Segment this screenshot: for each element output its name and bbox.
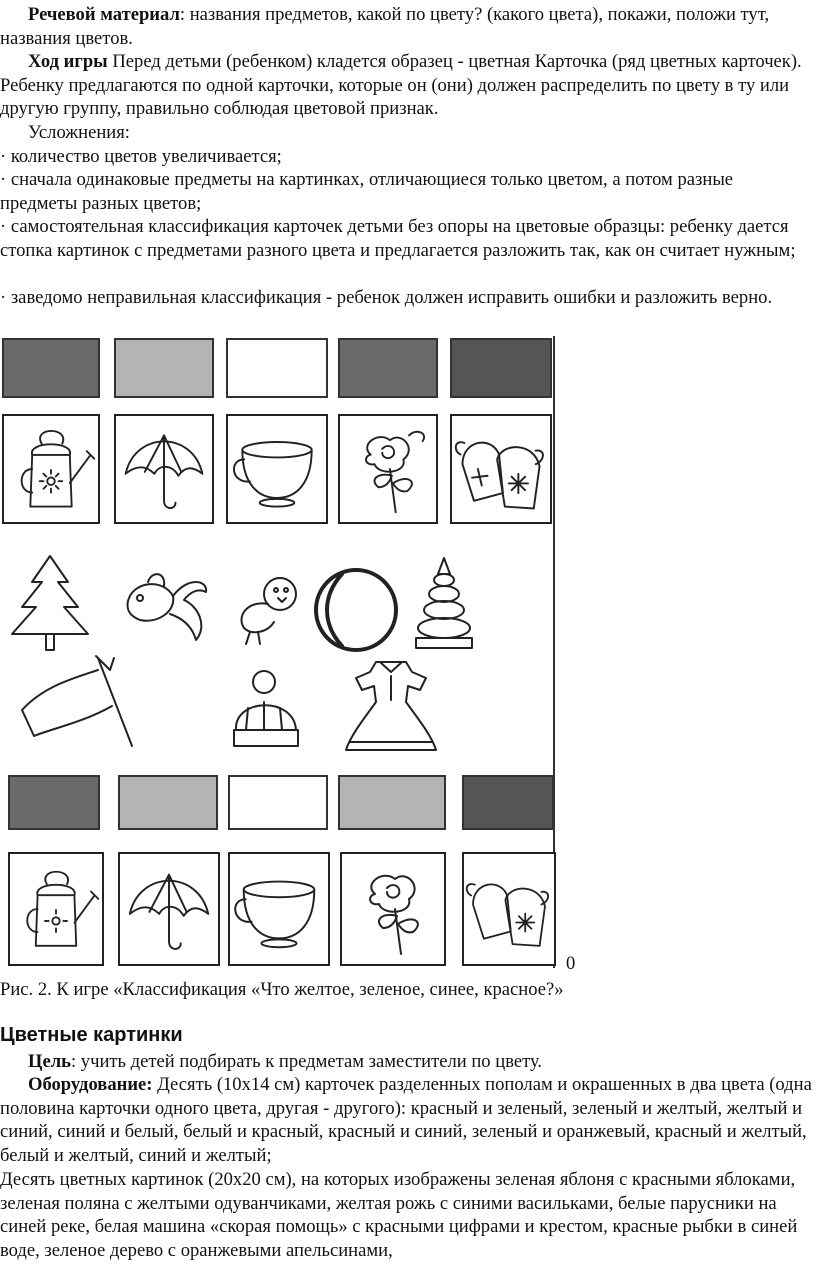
complications-title: Усложнения: bbox=[28, 122, 130, 143]
bullet-item: · заведомо неправильная классификация - ребенок должен исправить ошибки и разложить верно. bbox=[0, 287, 773, 308]
goal-paragraph bbox=[0, 1050, 812, 1074]
card-cup bbox=[226, 414, 328, 524]
card-umbrella bbox=[114, 414, 214, 524]
watering-can-icon bbox=[4, 416, 98, 522]
card-watering-can bbox=[8, 852, 104, 966]
section-title: Цветные картинки bbox=[0, 1024, 183, 1046]
figure-caption: Рис. 2. К игре «Классификация «Что желтое, зеленое, синее, красное?» bbox=[0, 979, 564, 1000]
goldfish-picture bbox=[118, 566, 213, 648]
color-swatch-dark bbox=[8, 775, 100, 830]
pyramid-toy-icon bbox=[410, 554, 478, 656]
umbrella-icon bbox=[120, 854, 218, 964]
speech-material-text: : названия предметов, какой по цвету? (какого цвета), покажи, положи тут, названия цветов. bbox=[0, 4, 770, 49]
rose-icon bbox=[342, 854, 444, 964]
card-mittens bbox=[450, 414, 552, 524]
card-rose bbox=[340, 852, 446, 966]
goal-text: : учить детей подбирать к предметам заместители по цвету. bbox=[70, 1051, 543, 1072]
goldfish-icon bbox=[118, 566, 213, 648]
chick-icon bbox=[228, 570, 306, 648]
card-cup bbox=[228, 852, 330, 966]
dress-picture bbox=[336, 656, 446, 756]
card-watering-can bbox=[2, 414, 100, 524]
color-swatch-dark bbox=[338, 338, 438, 398]
dress-icon bbox=[336, 656, 446, 756]
color-swatch-light bbox=[118, 775, 218, 830]
color-swatch-light bbox=[338, 775, 446, 830]
flag-icon bbox=[14, 650, 138, 750]
game-course-paragraph bbox=[0, 50, 812, 121]
card-mittens bbox=[462, 852, 556, 966]
fir-tree-icon bbox=[2, 552, 98, 654]
pyramid-toy-picture bbox=[410, 554, 478, 656]
watering-can-icon bbox=[10, 854, 102, 964]
color-swatch-light bbox=[114, 338, 214, 398]
goal-label: Цель bbox=[28, 1051, 71, 1072]
color-swatch-white bbox=[226, 338, 328, 398]
mittens-icon bbox=[464, 854, 554, 964]
rose-icon bbox=[340, 416, 436, 522]
page-marker: 0 bbox=[566, 953, 576, 974]
bullet-item: · сначала одинаковые предметы на картинках, отличающиеся только цветом, а потом разные предметы разных цветов; bbox=[0, 169, 734, 214]
cup-icon bbox=[228, 416, 326, 522]
color-swatch-darkest bbox=[450, 338, 552, 398]
card-rose bbox=[338, 414, 438, 524]
game-course-text: Перед детьми (ребенком) кладется образец - цветная Карточка (ряд цветных карточек). Ребенку предлагаются по одной карточки, которые он (они) должен распределить по цвету в ту или другую группу, правильно соблюдая цветовой признак. bbox=[0, 51, 802, 119]
color-swatch-white bbox=[228, 775, 328, 830]
game-course-label: Ход игры bbox=[28, 51, 108, 72]
color-swatch-darkest bbox=[462, 775, 554, 830]
pictures-paragraph: Десять цветных картинок (20х20 см), на которых изображены зеленая яблоня с красными яблоками, зеленая поляна с желтыми одуванчиками, желтая рожь с синими васильками, белые парусники на синей реке, белая машина «скорая помощь» с красными цифрами и крестом, красные рыбки в синей воде, зеленое дерево с оранжевыми апельсинами, bbox=[0, 1169, 798, 1261]
chick-picture bbox=[228, 570, 306, 648]
equipment-paragraph bbox=[0, 1073, 812, 1167]
equipment-label: Оборудование: bbox=[28, 1074, 153, 1095]
card-umbrella bbox=[118, 852, 220, 966]
speech-material-paragraph bbox=[0, 3, 812, 50]
knit-hat-picture bbox=[228, 668, 304, 752]
ball-icon bbox=[312, 566, 400, 654]
speech-material-label: Речевой материал bbox=[28, 4, 180, 25]
fir-tree-picture bbox=[2, 552, 98, 654]
equipment-text: Десять (10х14 см) карточек разделенных пополам и окрашенных в два цвета (одна половина карточки одного цвета, другая - другого): красный и зеленый, зеленый и желтый, желтый и синий, синий и белый, белый и красный, красный и синий, зеленый и оранжевый, красный и желтый, белый и желтый, синий и желтый; bbox=[0, 1074, 812, 1166]
bullet-item: · самостоятельная классификация карточек детьми без опоры на цветовые образцы: ребенку дается стопка картинок с предметами разного цвета и предлагается разложить так, как он считает нужным; bbox=[0, 216, 796, 261]
color-swatch-dark bbox=[2, 338, 100, 398]
umbrella-icon bbox=[116, 416, 212, 522]
bullet-item: · количество цветов увеличивается; bbox=[0, 146, 282, 167]
flag-picture bbox=[14, 650, 138, 750]
cup-icon bbox=[230, 854, 328, 964]
mittens-icon bbox=[452, 416, 550, 522]
ball-picture bbox=[312, 566, 400, 654]
knit-hat-icon bbox=[228, 668, 304, 752]
